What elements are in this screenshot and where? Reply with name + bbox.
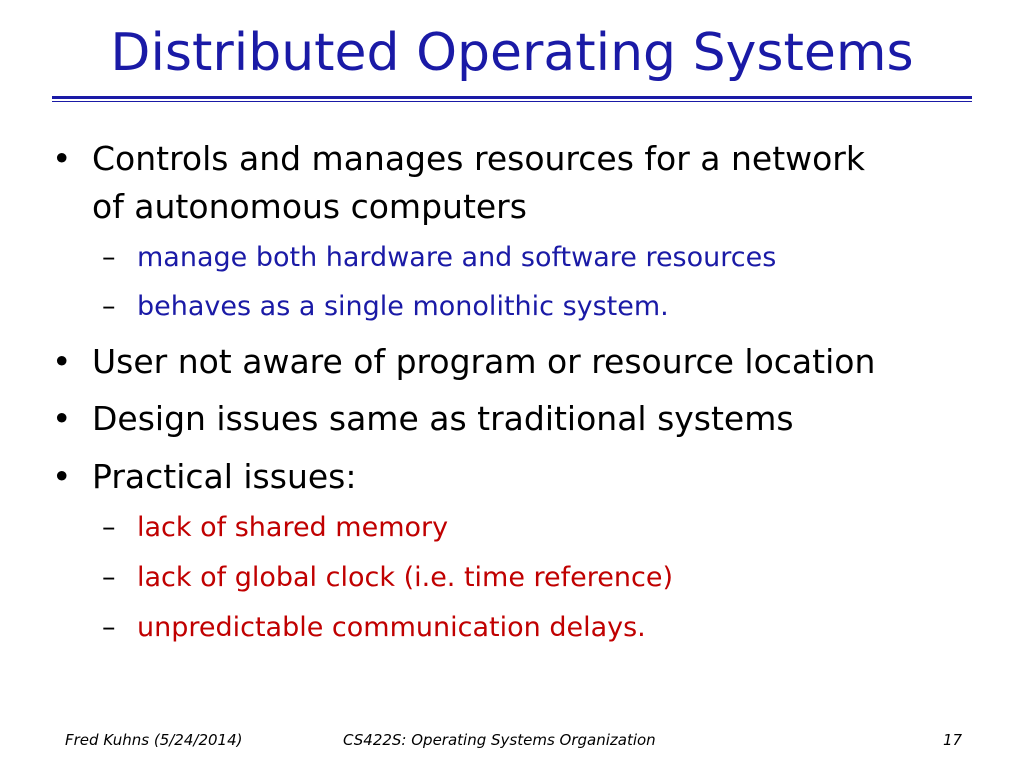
slide-title: Distributed Operating Systems: [110, 23, 914, 83]
sub-bullet-marker: –: [102, 242, 116, 273]
sub-bullet-text: behaves as a single monolithic system.: [137, 291, 669, 322]
sub-bullet-marker: –: [102, 291, 116, 322]
sub-bullet-text: lack of shared memory: [137, 512, 449, 543]
sub-bullet-marker: –: [102, 512, 116, 543]
bullet-marker: •: [52, 342, 72, 381]
footer-page-number: 17: [943, 731, 963, 749]
bullet-text: of autonomous computers: [92, 187, 527, 226]
bullet-text: Controls and manages resources for a network: [92, 139, 865, 178]
bullet-text: Practical issues:: [92, 457, 357, 496]
sub-bullet-text: unpredictable communication delays.: [137, 612, 646, 643]
sub-bullet-text: lack of global clock (i.e. time reference): [137, 562, 674, 593]
sub-bullet-marker: –: [102, 612, 116, 643]
sub-bullet-text: manage both hardware and software resources: [137, 242, 777, 273]
footer-course: CS422S: Operating Systems Organization: [343, 731, 656, 749]
sub-bullet-marker: –: [102, 562, 116, 593]
footer-author: Fred Kuhns (5/24/2014): [65, 731, 243, 749]
bullet-marker: •: [52, 457, 72, 496]
bullet-marker: •: [52, 399, 72, 438]
bullet-text: User not aware of program or resource location: [92, 342, 876, 381]
bullet-text: Design issues same as traditional systems: [92, 399, 794, 438]
bullet-marker: •: [52, 139, 72, 178]
